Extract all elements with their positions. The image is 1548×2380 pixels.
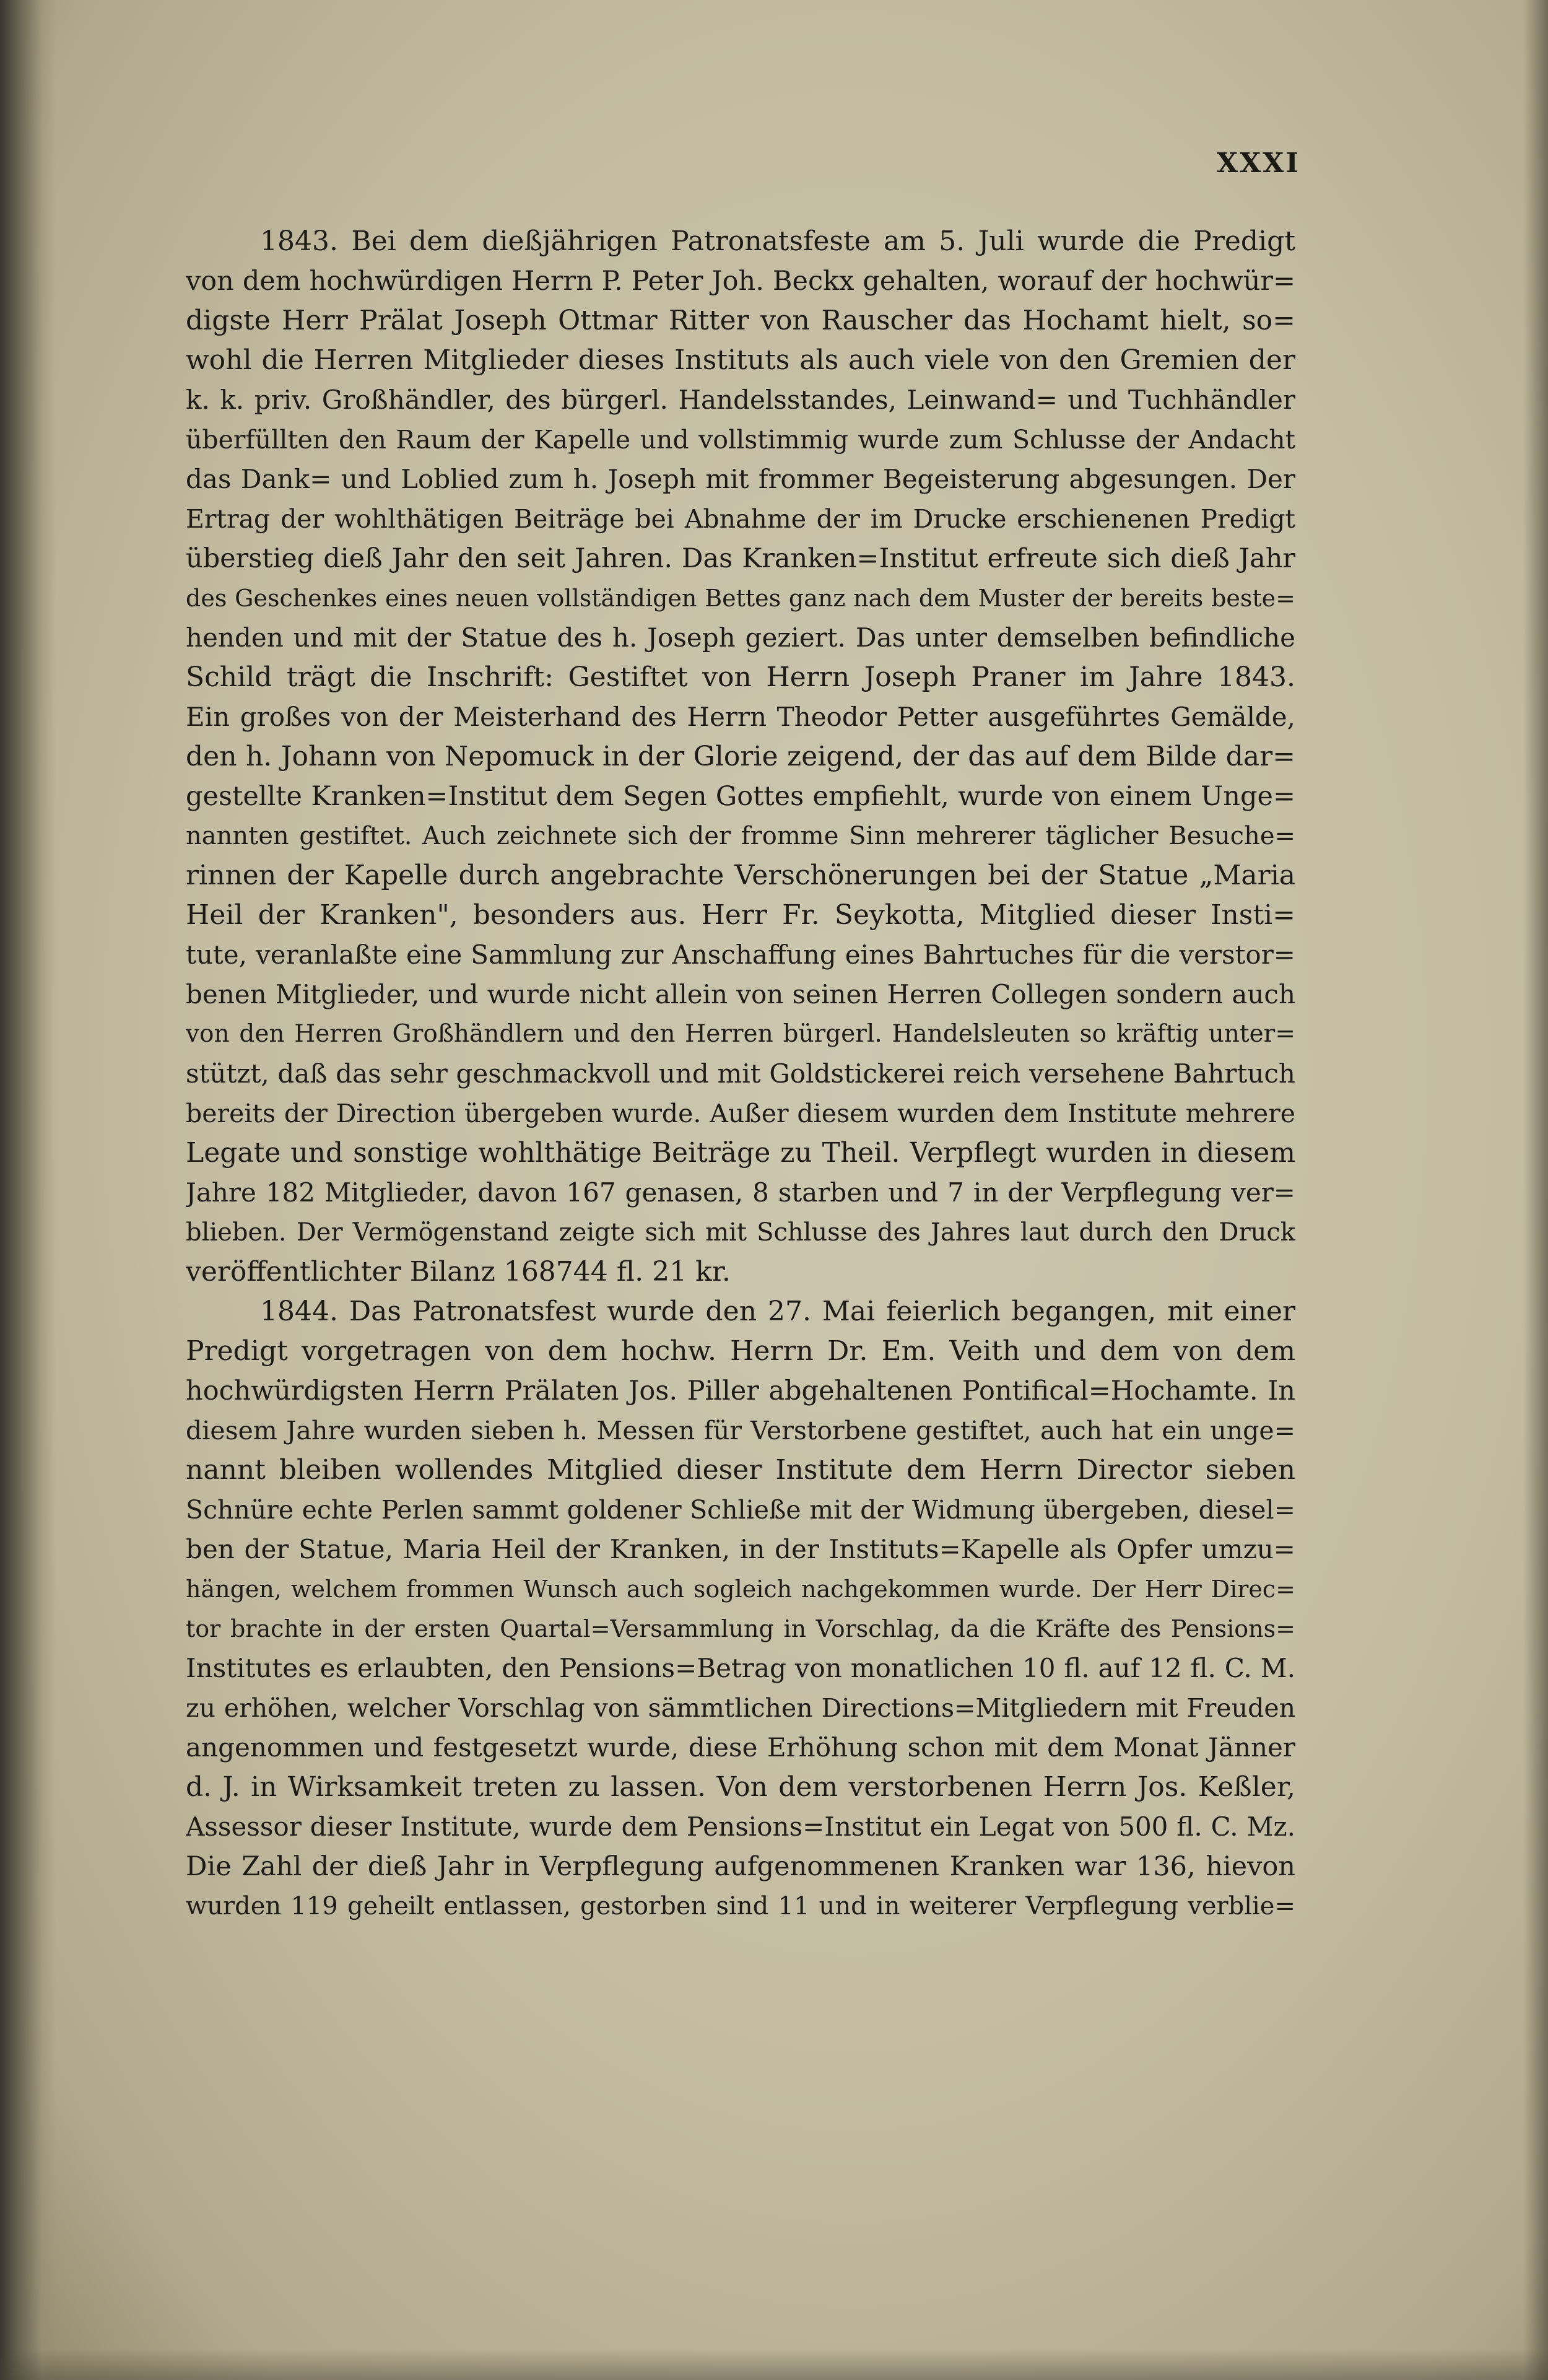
text-line: überstieg dieß Jahr den seit Jahren. Das Kranken=Institut erfreute sich dieß Jahr xyxy=(186,543,1295,574)
text-line: das Dank= und Loblied zum h. Joseph mit frommer Begeisterung abgesungen. Der xyxy=(186,464,1295,494)
text-line: Heil der Kranken", besonders aus. Herr Fr. Seykotta, Mitglied dieser Insti= xyxy=(186,899,1295,931)
page-edge-bottom xyxy=(0,2349,1548,2380)
text-line: Die Zahl der dieß Jahr in Verpflegung aufgenommenen Kranken war 136, hievon xyxy=(186,1851,1295,1882)
text-line: Predigt vorgetragen von dem hochw. Herrn Dr. Em. Veith und dem von dem xyxy=(186,1335,1295,1367)
text-line: tor brachte in der ersten Quartal=Versammlung in Vorschlag, da die Kräfte des Pensions= xyxy=(186,1615,1295,1642)
text-line: überfüllten den Raum der Kapelle und vollstimmig wurde zum Schlusse der Andacht xyxy=(186,425,1295,455)
text-line: von den Herren Großhändlern und den Herren bürgerl. Handelsleuten so kräftig unter= xyxy=(186,1020,1295,1048)
text-line: Institutes es erlaubten, den Pensions=Betrag von monatlichen 10 fl. auf 12 fl. C. M. xyxy=(186,1653,1295,1683)
text-line: Assessor dieser Institute, wurde dem Pensions=Institut ein Legat von 500 fl. C. Mz. xyxy=(186,1811,1295,1842)
text-line: angenommen und festgesetzt wurde, diese Erhöhung schon mit dem Monat Jänner xyxy=(186,1732,1295,1763)
page-number: XXXI xyxy=(1217,147,1300,179)
text-line: nannt bleiben wollendes Mitglied dieser Institute dem Herrn Director sieben xyxy=(186,1454,1295,1486)
text-line: 1844. Das Patronatsfest wurde den 27. Mai feierlich begangen, mit einer xyxy=(260,1296,1295,1327)
text-line: gestellte Kranken=Institut dem Segen Gottes empfiehlt, wurde von einem Unge= xyxy=(186,781,1295,812)
text-line: veröffentlichter Bilanz 168744 fl. 21 kr. xyxy=(186,1256,731,1288)
text-line: wohl die Herren Mitglieder dieses Instituts als auch viele von den Gremien der xyxy=(186,344,1295,376)
text-line: blieben. Der Vermögenstand zeigte sich mit Schlusse des Jahres laut durch den Druck xyxy=(186,1218,1295,1247)
text-line: d. J. in Wirksamkeit treten zu lassen. Von dem verstorbenen Herrn Jos. Keßler, xyxy=(186,1771,1295,1803)
text-line: von dem hochwürdigen Herrn P. Peter Joh. Beckx gehalten, worauf der hochwür= xyxy=(186,266,1295,297)
text-line: ben der Statue, Maria Heil der Kranken, in der Instituts=Kapelle als Opfer umzu= xyxy=(186,1534,1295,1564)
text-line: tute, veranlaßte eine Sammlung zur Anschaffung eines Bahrtuches für die verstor= xyxy=(186,939,1295,970)
text-line: Legate und sonstige wohlthätige Beiträge zu Theil. Verpflegt wurden in diesem xyxy=(186,1137,1295,1169)
text-line: stützt, daß das sehr geschmackvoll und mit Goldstickerei reich versehene Bahrtuch xyxy=(186,1058,1295,1089)
text-line: rinnen der Kapelle durch angebrachte Verschönerungen bei der Statue „Maria xyxy=(186,860,1295,891)
text-line: Schild trägt die Inschrift: Gestiftet von Herrn Joseph Praner im Jahre 1843. xyxy=(186,661,1295,693)
text-line: diesem Jahre wurden sieben h. Messen für Verstorbene gestiftet, auch hat ein unge= xyxy=(186,1416,1295,1445)
text-line: bereits der Direction übergeben wurde. Außer diesem wurden dem Institute mehrere xyxy=(186,1099,1295,1128)
text-line: den h. Johann von Nepomuck in der Glorie zeigend, der das auf dem Bilde dar= xyxy=(186,741,1295,772)
text-line: des Geschenkes eines neuen vollständigen Bettes ganz nach dem Muster der bereits beste= xyxy=(186,585,1295,612)
text-line: Ein großes von der Meisterhand des Herrn Theodor Petter ausgeführtes Gemälde, xyxy=(186,702,1295,732)
text-line: nannten gestiftet. Auch zeichnete sich der fromme Sinn mehrerer täglicher Besuche= xyxy=(186,822,1295,850)
text-line: henden und mit der Statue des h. Joseph geziert. Das unter demselben befindliche xyxy=(186,622,1295,653)
text-line: Jahre 182 Mitglieder, davon 167 genasen, 8 starben und 7 in der Verpflegung ver= xyxy=(186,1177,1295,1208)
text-line: hängen, welchem frommen Wunsch auch sogleich nachgekommen wurde. Der Herr Direc= xyxy=(186,1576,1295,1603)
text-line: zu erhöhen, welcher Vorschlag von sämmtlichen Directions=Mitgliedern mit Freuden xyxy=(186,1693,1295,1723)
text-line: Schnüre echte Perlen sammt goldener Schließe mit der Widmung übergeben, diesel= xyxy=(186,1495,1295,1525)
body-text xyxy=(0,222,1548,2340)
text-line: hochwürdigsten Herrn Prälaten Jos. Piller abgehaltenen Pontifical=Hochamte. In xyxy=(186,1375,1295,1406)
text-line: 1843. Bei dem dießjährigen Patronatsfeste am 5. Juli wurde die Predigt xyxy=(260,225,1295,257)
text-line: Ertrag der wohlthätigen Beiträge bei Abnahme der im Drucke erschienenen Predigt xyxy=(186,504,1295,534)
text-line: k. k. priv. Großhändler, des bürgerl. Handelsstandes, Leinwand= und Tuchhändler xyxy=(186,385,1295,415)
text-line: digste Herr Prälat Joseph Ottmar Ritter von Rauscher das Hochamt hielt, so= xyxy=(186,305,1295,336)
text-line: benen Mitglieder, und wurde nicht allein von seinen Herren Collegen sondern auch xyxy=(186,979,1295,1009)
text-line: wurden 119 geheilt entlassen, gestorben sind 11 und in weiterer Verpflegung verblie= xyxy=(186,1892,1295,1920)
